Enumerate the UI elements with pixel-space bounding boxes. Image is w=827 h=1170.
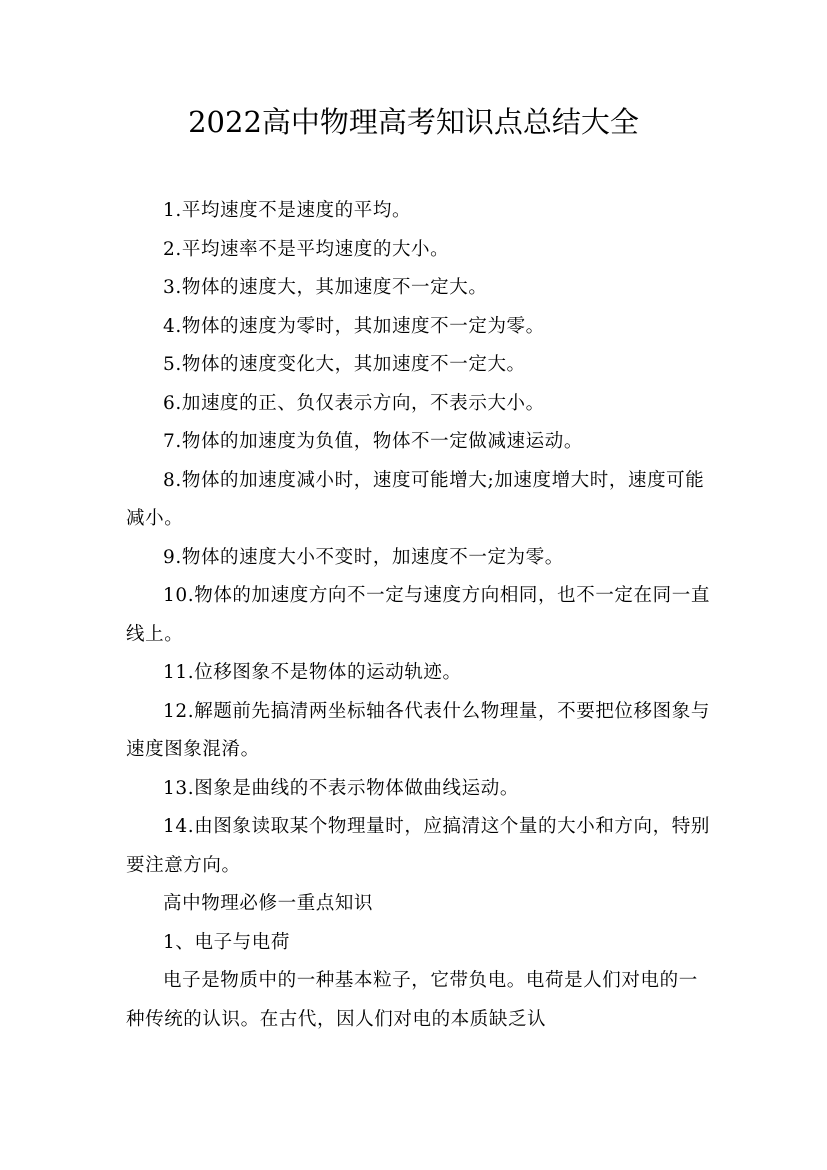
- paragraph-7: 7.物体的加速度为负值，物体不一定做减速运动。: [163, 431, 583, 452]
- paragraph-5: 5.物体的速度变化大，其加速度不一定大。: [163, 354, 526, 375]
- document-title: 2022高中物理高考知识点总结大全: [188, 105, 639, 139]
- paragraph-4: 4.物体的速度为零时，其加速度不一定为零。: [163, 315, 545, 337]
- paragraph-6: 6.加速度的正、负仅表示方向，不表示大小。: [163, 392, 545, 414]
- paragraph-1: 1.平均速度不是速度的平均。: [163, 200, 412, 221]
- paragraph-electron: 电子是物质中的一种基本粒子，它带负电。电荷是人们对电的一种传统的认识。在古代，因人们对电的本质缺乏认: [126, 970, 698, 1030]
- paragraph-12: 12.解题前先搞清两坐标轴各代表什么物理量，不要把位移图象与速度图象混淆。: [126, 700, 710, 760]
- paragraph-11: 11.位移图象不是物体的运动轨迹。: [163, 662, 462, 683]
- paragraph-8: 8.物体的加速度减小时，速度可能增大;加速度增大时，速度可能减小。: [126, 469, 705, 529]
- section-heading: 高中物理必修一重点知识: [163, 893, 374, 914]
- paragraph-2: 2.平均速率不是平均速度的大小。: [163, 238, 450, 260]
- paragraph-3: 3.物体的速度大，其加速度不一定大。: [163, 277, 488, 298]
- paragraph-10: 10.物体的加速度方向不一定与速度方向相同，也不一定在同一直线上。: [126, 585, 710, 645]
- paragraph-13: 13.图象是曲线的不表示物体做曲线运动。: [163, 777, 519, 799]
- paragraph-9: 9.物体的速度大小不变时，加速度不一定为零。: [163, 546, 564, 568]
- paragraph-14: 14.由图象读取某个物理量时，应搞清这个量的大小和方向，特别要注意方向。: [126, 816, 710, 876]
- subsection-heading: 1、电子与电荷: [163, 931, 290, 953]
- document-body: [126, 192, 711, 1039]
